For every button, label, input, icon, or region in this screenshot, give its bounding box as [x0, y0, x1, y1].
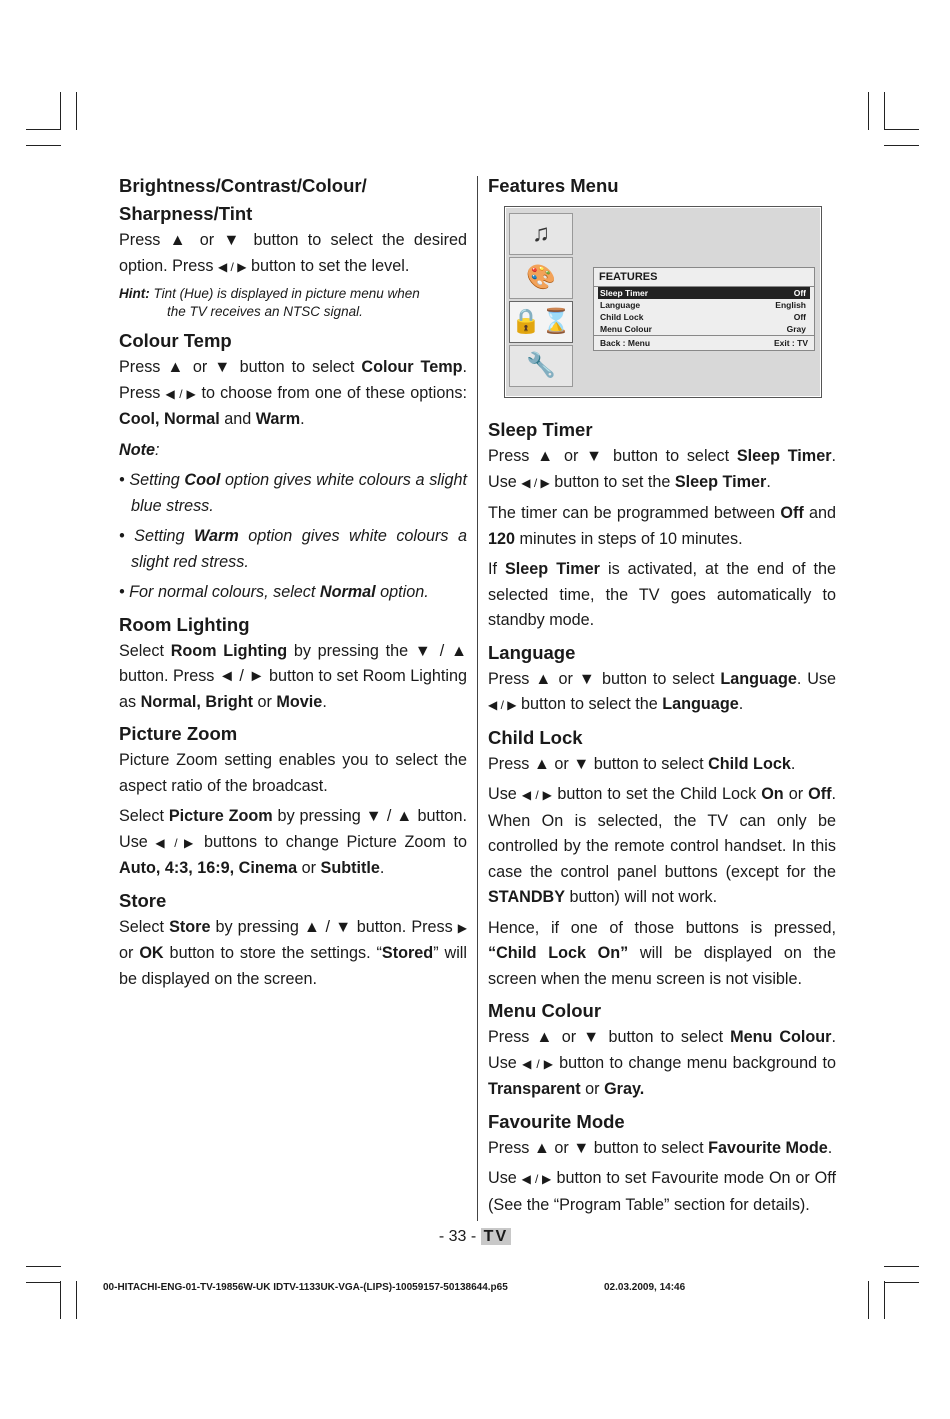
crop-mark: [76, 92, 77, 130]
bct-title: Brightness/Contrast/Colour/ Sharpness/Tint: [119, 175, 367, 224]
bullet-normal: • For normal colours, select Normal option.: [119, 583, 429, 601]
menu-row-sleep-timer: Sleep Timer Off: [598, 287, 810, 299]
menu-row-menu-colour: Menu Colour Gray: [600, 324, 806, 334]
left-right-arrows-icon: ◀ / ▶: [217, 259, 247, 274]
bct-paragraph: Press ▲ or ▼ button to select the desired option. Press ◀ / ▶ button to set the level.: [119, 231, 467, 275]
crop-mark: [868, 92, 869, 130]
crop-mark: [868, 1281, 869, 1319]
music-notes-icon: ♫: [509, 213, 573, 255]
store-title: Store: [119, 889, 167, 911]
features-menu-screenshot: [504, 206, 822, 398]
picture-zoom-paragraph-2: Select Picture Zoom by pressing ▼ / ▲ button. Use ◀ / ▶ buttons to change Picture Zoom to Auto, 4:3, 16:9, Cinema or Subtitle.: [119, 807, 467, 877]
left-right-arrows-icon: ◀ / ▶: [522, 1056, 554, 1071]
picture-zoom-paragraph-1: Picture Zoom setting enables you to select the aspect ratio of the broadcast.: [119, 751, 467, 795]
bullet-cool: • Setting Cool option gives white colours a slight blue stress.: [119, 471, 467, 515]
favourite-mode-paragraph-2: Use ◀ / ▶ button to set Favourite mode On or Off (See the “Program Table” section for details).: [488, 1169, 836, 1214]
footer-date: 02.03.2009, 14:46: [604, 1282, 686, 1293]
crop-mark: [884, 1266, 919, 1267]
colour-temp-paragraph: Press ▲ or ▼ button to select Colour Temp. Press ◀ / ▶ to choose from one of these options: Cool, Normal and Warm.: [119, 358, 468, 428]
bullet-warm: • Setting Warm option gives white colours a slight red stress.: [119, 527, 467, 571]
sleep-timer-title: Sleep Timer: [488, 419, 593, 440]
crop-mark: [26, 145, 61, 146]
left-right-arrows-icon: ◀ / ▶: [155, 835, 197, 850]
footer-filename: 00-HITACHI-ENG-01-TV-19856W-UK IDTV-1133UK-VGA-(LIPS)-10059157-50138644.p65: [103, 1282, 508, 1293]
sleep-timer-paragraph-1: Press ▲ or ▼ button to select Sleep Timer. Use ◀ / ▶ button to set the Sleep Timer.: [488, 447, 836, 491]
lock-hourglass-icon: 🔒⌛: [509, 301, 573, 343]
left-right-arrows-icon: ◀ / ▶: [521, 1172, 552, 1186]
wrench-screwdriver-icon: 🔧: [509, 345, 573, 387]
sleep-timer-paragraph-2: The timer can be programmed between Off and 120 minutes in steps of 10 minutes.: [488, 504, 836, 548]
room-lighting-title: Room Lighting: [119, 613, 250, 635]
favourite-mode-title: Favourite Mode: [488, 1110, 625, 1132]
child-lock-paragraph-2: Use ◀ / ▶ button to set the Child Lock On or Off. When On is selected, the TV can only be controlled by the remote control handset. In this case the control panel buttons (except for the STANDBY button) will not work.: [488, 785, 836, 906]
features-panel: [593, 267, 815, 351]
crop-mark: [884, 129, 919, 130]
menu-colour-title: Menu Colour: [488, 1000, 602, 1021]
crop-mark: [884, 1281, 885, 1319]
colour-temp-title: Colour Temp: [119, 330, 232, 351]
features-panel-footer: Back : Menu Exit : TV: [594, 335, 814, 350]
language-title: Language: [488, 641, 576, 663]
left-right-arrows-icon: ◀ / ▶: [488, 698, 517, 712]
crop-mark: [76, 1281, 77, 1319]
hint-note: Hint: Tint (Hue) is displayed in picture menu when the TV receives an NTSC signal.: [119, 286, 420, 319]
crop-mark: [26, 1282, 61, 1283]
store-paragraph: Select Store by pressing ▲ / ▼ button. Press ▶ or OK button to store the settings. “Stored” will be displayed on the screen.: [119, 917, 467, 988]
room-lighting-paragraph: Select Room Lighting by pressing the ▼ / ▲ button. Press ◄ / ► button to set Room Lighting as Normal, Bright or Movie.: [119, 641, 467, 711]
section-label: TV: [481, 1228, 511, 1245]
crop-mark: [884, 92, 885, 130]
palette-icon: 🎨: [509, 257, 573, 299]
crop-mark: [60, 92, 61, 130]
column-divider: [477, 176, 478, 1221]
crop-mark: [26, 129, 61, 130]
right-arrow-icon: ▶: [457, 920, 467, 935]
print-footer: [103, 1282, 686, 1293]
crop-mark: [60, 1281, 61, 1319]
right-column: [488, 172, 836, 1223]
language-paragraph: Press ▲ or ▼ button to select Language. Use ◀ / ▶ button to select the Language.: [488, 669, 836, 713]
menu-colour-paragraph: Press ▲ or ▼ button to select Menu Colour. Use ◀ / ▶ button to change menu background to Transparent or Gray.: [488, 1028, 836, 1098]
left-right-arrows-icon: ◀ / ▶: [521, 475, 550, 490]
sleep-timer-paragraph-3: If Sleep Timer is activated, at the end of the selected time, the TV goes automatically to standby mode.: [488, 560, 836, 629]
crop-mark: [884, 145, 919, 146]
crop-mark: [26, 1266, 61, 1267]
menu-row-child-lock: Child Lock Off: [600, 312, 806, 322]
favourite-mode-paragraph-1: Press ▲ or ▼ button to select Favourite Mode.: [488, 1138, 833, 1157]
left-right-arrows-icon: ◀ / ▶: [521, 788, 553, 802]
picture-zoom-title: Picture Zoom: [119, 723, 238, 744]
left-column: [119, 172, 467, 997]
menu-row-language: Language English: [600, 300, 806, 310]
crop-mark: [884, 1282, 919, 1283]
child-lock-title: Child Lock: [488, 726, 583, 748]
child-lock-paragraph-3: Hence, if one of those buttons is pressed, “Child Lock On” will be displayed on the screen when the menu screen is not visible.: [488, 918, 837, 988]
note-label: Note:: [119, 440, 160, 459]
features-panel-title: FEATURES: [594, 268, 814, 287]
child-lock-paragraph-1: Press ▲ or ▼ button to select Child Lock.: [488, 754, 796, 773]
features-menu-title: Features Menu: [488, 175, 619, 196]
left-right-arrows-icon: ◀ / ▶: [165, 386, 197, 401]
page-number: - 33 - TV: [0, 1228, 950, 1246]
